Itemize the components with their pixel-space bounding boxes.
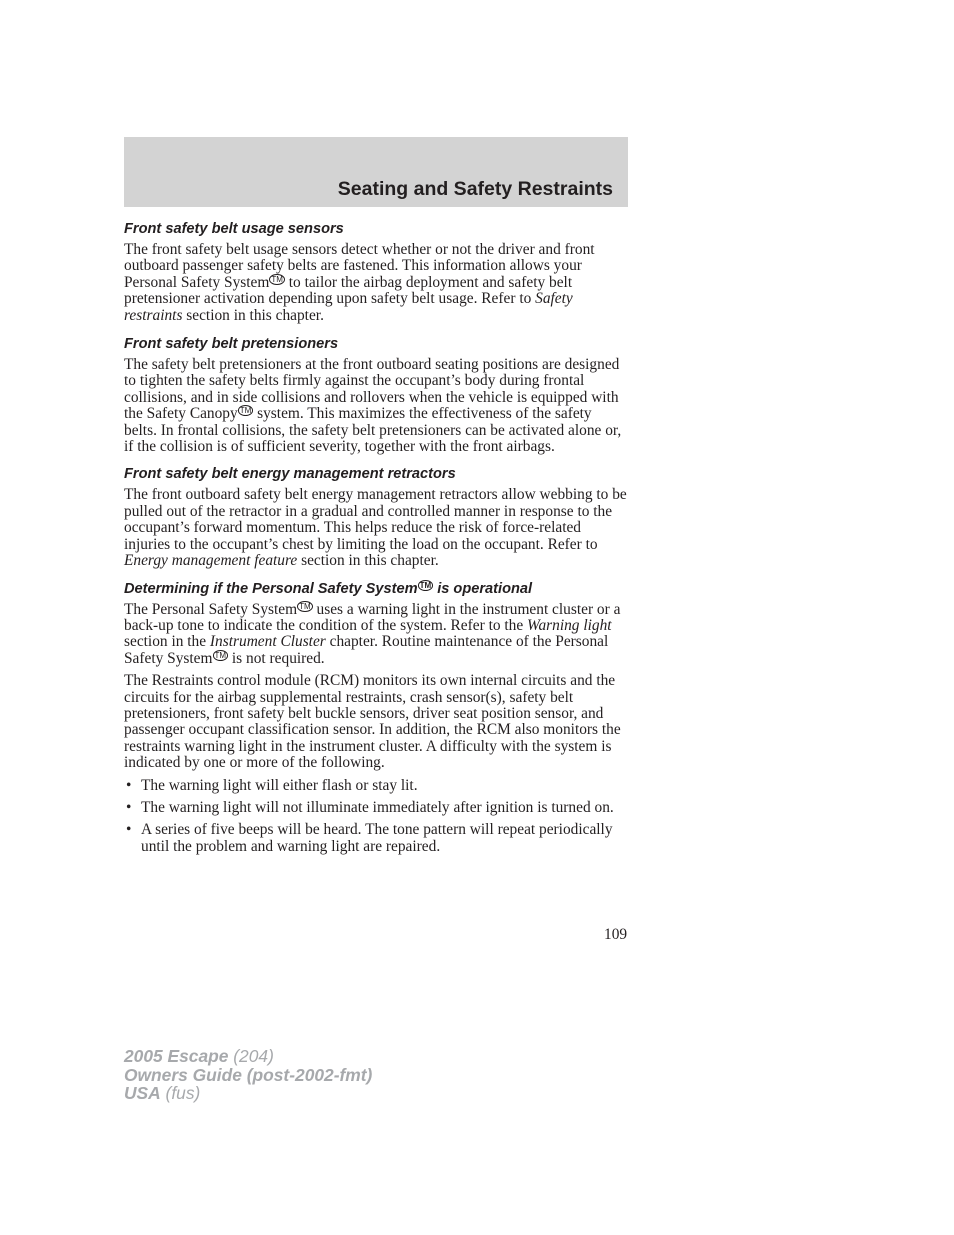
- list-item: • The warning light will either flash or stay lit.: [124, 778, 628, 794]
- section-heading-usage-sensors: Front safety belt usage sensors: [124, 221, 344, 237]
- footer-line-model: 2005 Escape (204): [124, 1046, 274, 1066]
- trademark-symbol: TM: [239, 406, 252, 416]
- footer-line-guide: Owners Guide (post-2002-fmt): [124, 1064, 373, 1085]
- cross-reference: Warning light: [527, 616, 612, 634]
- list-item: • A series of five beeps will be heard. The tone pattern will repeat periodically until the problem and warning light are repaired.: [124, 822, 628, 855]
- document-footer: [124, 1047, 372, 1103]
- cross-reference: Instrument Cluster: [209, 633, 326, 651]
- trademark-symbol: TM: [271, 274, 283, 284]
- warning-bullet-list: [124, 778, 628, 856]
- section-heading-pretensioners: Front safety belt pretensioners: [124, 336, 339, 353]
- paragraph-rcm: The Restraints control module (RCM) monitors its own internal circuits and the circuits for the airbag supplemental restraints, crash sensor(s), safety belt pretensioners, front safety belt buckle sensors, driver seat position sensor, and passenger occupant classification sensor. In addition, the RCM also monitors the restraints warning light in the instrument cluster. A difficulty with the system is indicated by one or more of the following.: [124, 672, 621, 772]
- paragraph-pretensioners: The safety belt pretensioners at the front outboard seating positions are designed to tighten the safety belts firmly against the occupant’s body during frontal collisions, and in side collisions and rollovers when the vehicle is equipped with the Safety Canopy ™ system. This maximizes the effectiveness of the safety belts. In frontal collisions, the safety belt pretensioners can be activated alone or, if the collision is of sufficient severity, together with the front airbags.: [124, 356, 622, 456]
- section-heading-pss-operational: Determining if the Personal Safety System ™ is operational: [124, 580, 533, 597]
- cross-reference: Energy management feature: [124, 552, 298, 570]
- chapter-header-band: [124, 137, 628, 207]
- footer-line-market: USA (fus): [124, 1083, 201, 1103]
- chapter-title: Seating and Safety Restraints: [337, 178, 613, 200]
- trademark-symbol: TM: [299, 601, 311, 611]
- list-item: • The warning light will not illuminate immediately after ignition is turned on.: [124, 800, 628, 816]
- page-content: [124, 220, 628, 861]
- cross-reference: Safety restraints: [124, 290, 573, 324]
- trademark-symbol: TM: [419, 580, 432, 590]
- paragraph-usage-sensors: The front safety belt usage sensors detect whether or not the driver and front outboard passenger safety belts are fastened. This information allows your Personal Safety System ™ to tailor the airbag deployment and safety belt pretensioner activation depending upon safety belt usage. Refer to Safety restraints section in this chapter.: [124, 241, 595, 324]
- paragraph-pss-warning: The Personal Safety System ™ uses a warning light in the instrument cluster or a back-up tone to indicate the condition of the system. Refer to the Warning light section in the Instrument Cluster chapter. Routine maintenance of the Personal Safety System ™ is not required.: [124, 600, 621, 667]
- page-number: 109: [604, 926, 628, 943]
- section-heading-energy-retractors: Front safety belt energy management retractors: [124, 466, 456, 483]
- paragraph-energy-retractors: The front outboard safety belt energy management retractors allow webbing to be pulled out of the retractor in a gradual and controlled manner in response to the occupant’s forward momentum. This helps reduce the risk of force-related injuries to the occupant’s chest by limiting the load on the occupant. Refer to Energy management feature section in this chapter.: [124, 486, 627, 570]
- trademark-symbol: TM: [214, 650, 227, 660]
